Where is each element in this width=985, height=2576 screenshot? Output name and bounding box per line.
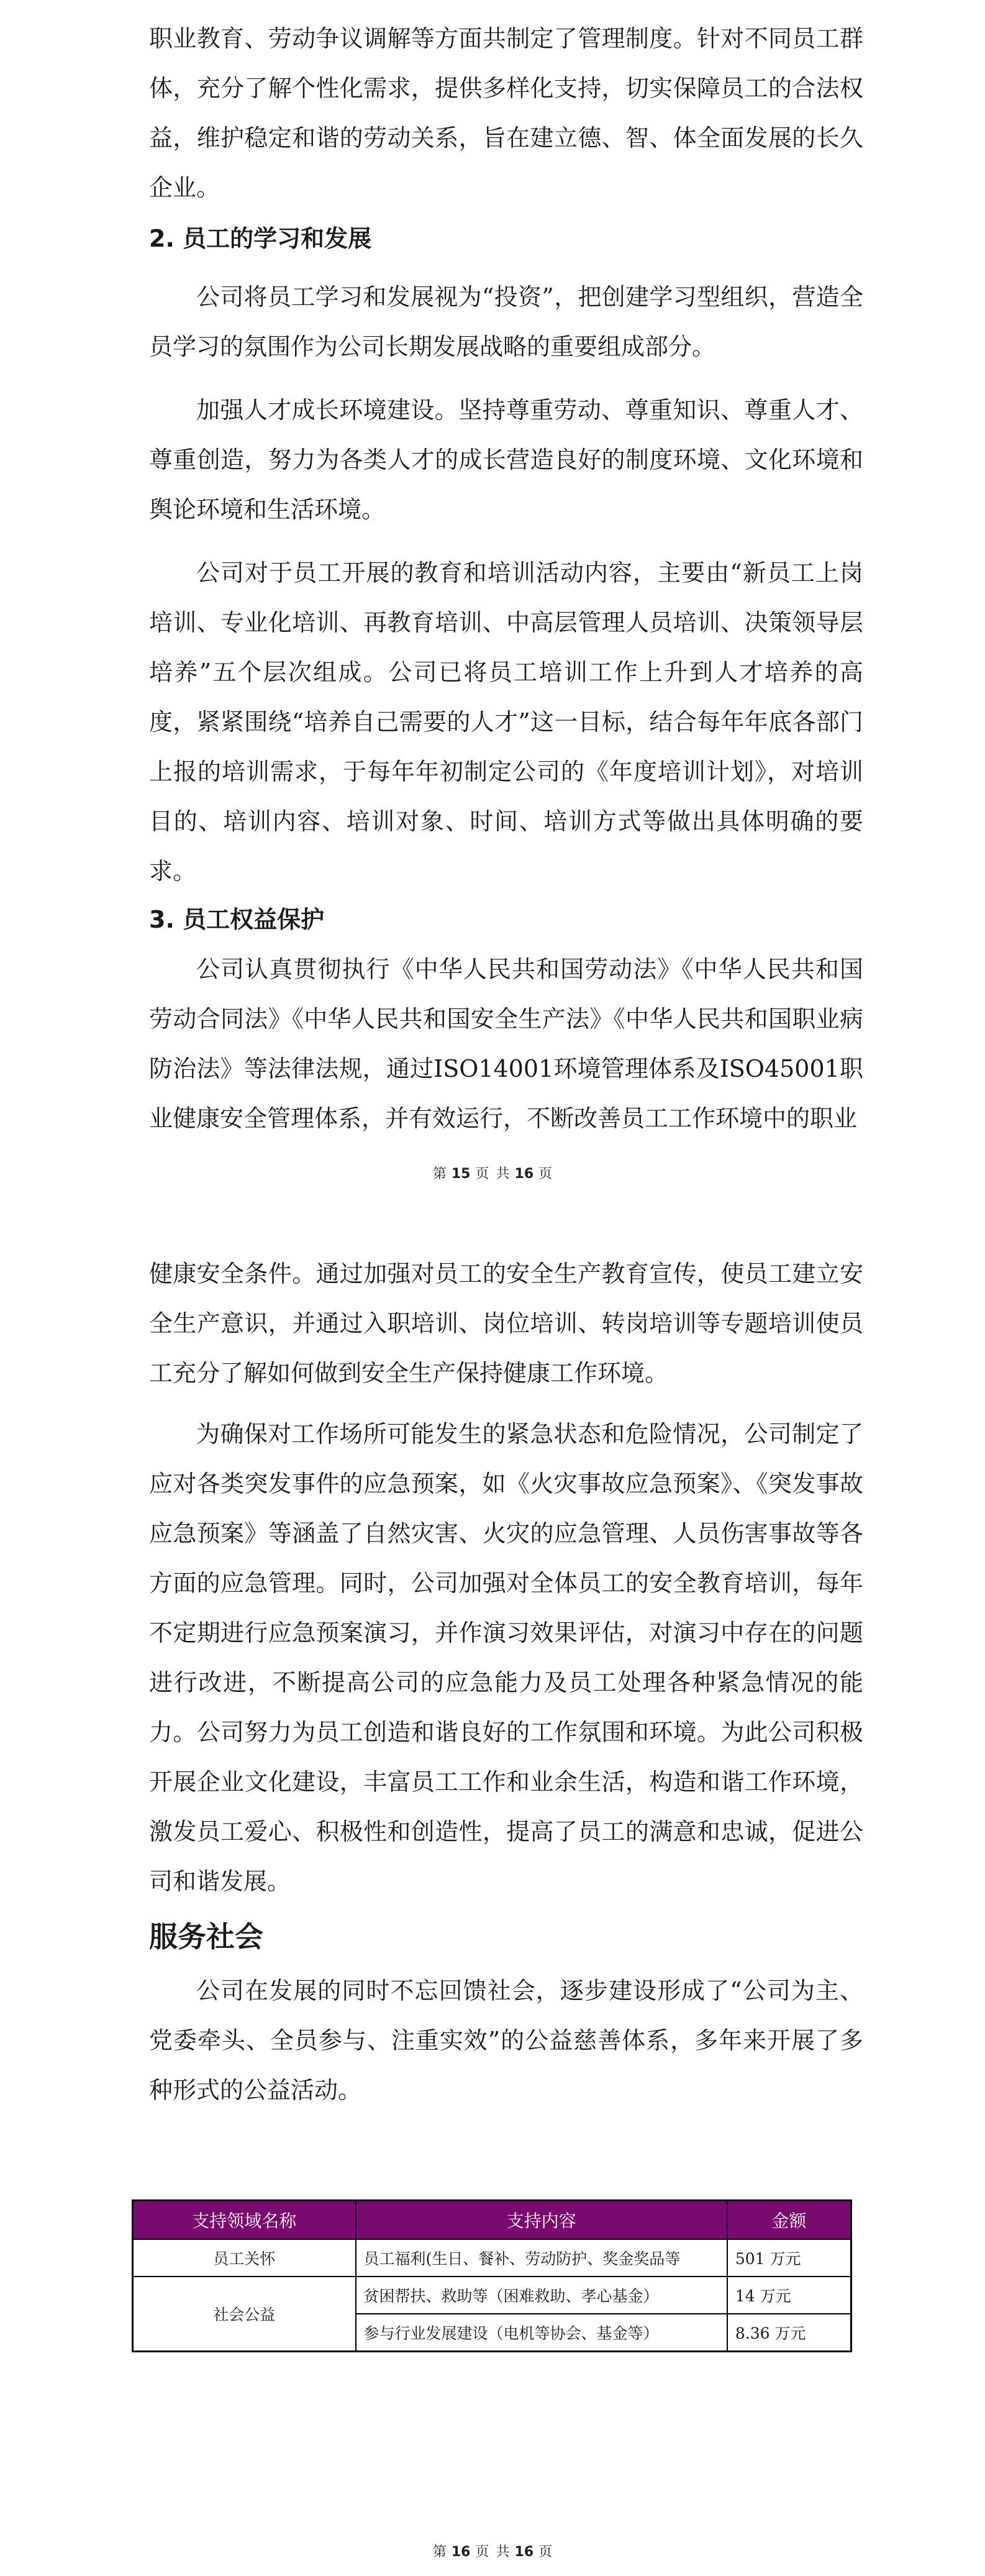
column-header-field: 支持领域名称 [133,2201,356,2240]
page-16-body [149,1249,863,2115]
page-footer-15: 第 15 页 共 16 页 [432,1166,553,1182]
cell-amount: 8.36 万元 [727,2314,851,2352]
paragraph-emergency-plans: 为确保对工作场所可能发生的紧急状态和危险情况，公司制定了应对各类突发事件的应急预案，如《火灾事故应急预案》、《突发事故应急预案》等涵盖了自然灾害、火灾的应急管理、人员伤害事故等各方面的应急管理。同时，公司加强对全体员工的安全教育培训，每年不定期进行应急预案演习，并作演习效果评估，对演习中存在的问题进行改进，不断提高公司的应急能力及员工处理各种紧急情况的能力。公司努力为员工创造和谐良好的工作氛围和环境。为此公司积极开展企业文化建设，丰富员工工作和业余生活，构造和谐工作环境，激发员工爱心、积极性和创造性，提高了员工的满意和忠诚，促进公司和谐发展。 [149,1420,863,1895]
page-footer-16: 第 16 页 共 16 页 [432,2544,553,2560]
paragraph-labor-law: 公司认真贯彻执行《中华人民共和国劳动法》《中华人民共和国劳动合同法》《中华人民共和国安全生产法》《中华人民共和国职业病防治法》等法律法规，通过ISO14001环境管理体系及ISO45001职业健康安全管理体系，并有效运行，不断改善员工工作环境中的职业 [149,956,863,1132]
heading-learning-development: 2. 员工的学习和发展 [149,225,372,252]
public-welfare-table [132,2199,852,2352]
column-header-content: 支持内容 [356,2201,727,2240]
cell-content: 参与行业发展建设（电机等协会、基金等） [356,2314,727,2352]
cell-field: 社会公益 [133,2277,356,2352]
table-header-row [133,2201,851,2240]
document-page-16 [0,1236,985,2576]
paragraph-talent-environment: 加强人才成长环境建设。坚持尊重劳动、尊重知识、尊重人才、尊重创造，努力为各类人才的成长营造良好的制度环境、文化环境和舆论环境和生活环境。 [149,396,863,523]
cell-content: 贫困帮扶、救助等（困难救助、孝心基金） [356,2277,727,2314]
table-row [133,2277,851,2314]
heading-employee-rights: 3. 员工权益保护 [149,906,325,933]
paragraph-safety-conditions: 健康安全条件。通过加强对员工的安全生产教育宣传，使员工建立安全生产意识，并通过入职培训、岗位培训、转岗培训等专题培训使员工充分了解如何做到安全生产保持健康工作环境。 [149,1260,863,1387]
column-header-amount: 金额 [727,2201,851,2240]
document-page-15 [0,0,985,1187]
paragraph-intro: 职业教育、劳动争议调解等方面共制定了管理制度。针对不同员工群体，充分了解个性化需求，提供多样化支持，切实保障员工的合法权益，维护稳定和谐的劳动关系，旨在建立德、智、体全面发展的长久企业。 [149,25,863,201]
paragraph-training-levels: 公司对于员工开展的教育和培训活动内容，主要由“新员工上岗培训、专业化培训、再教育培训、中高层管理人员培训、决策领导层培养”五个层次组成。公司已将员工培训工作上升到人才培养的高度，紧紧围绕“培养自己需要的人才”这一目标，结合每年年底各部门上报的培训需求，于每年年初制定公司的《年度培训计划》，对培训目的、培训内容、培训对象、时间、培训方式等做出具体明确的要求。 [149,559,863,885]
table-row [133,2239,851,2277]
cell-content: 员工福利(生日、餐补、劳动防护、奖金奖品等 [356,2239,727,2277]
cell-amount: 501 万元 [727,2239,851,2277]
paragraph-public-welfare: 公司在发展的同时不忘回馈社会，逐步建设形成了“公司为主、党委牵头、全员参与、注重实效”的公益慈善体系，多年来开展了多种形式的公益活动。 [149,1977,863,2104]
paragraph-learning-investment: 公司将员工学习和发展视为“投资”，把创建学习型组织，营造全员学习的氛围作为公司长期发展战略的重要组成部分。 [149,283,863,360]
cell-amount: 14 万元 [727,2277,851,2314]
section-title-serve-society: 服务社会 [149,1920,263,1953]
page-15-body [149,14,863,1143]
cell-field: 员工关怀 [133,2239,356,2277]
